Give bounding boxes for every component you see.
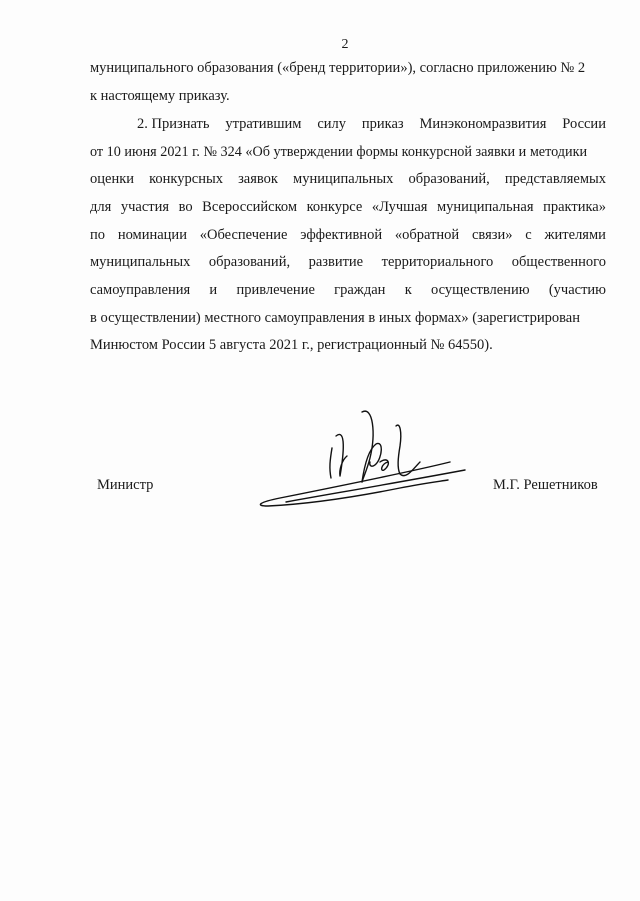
word: во xyxy=(178,199,193,215)
word: самоуправления xyxy=(90,282,191,298)
para2-line6 xyxy=(90,255,606,270)
word: к xyxy=(404,282,412,298)
para1-line2: к настоящему приказу. xyxy=(90,88,230,104)
word: «Лучшая xyxy=(371,199,428,215)
word: практика» xyxy=(543,199,606,215)
word: 2. Признать xyxy=(137,116,210,132)
word: «обратной xyxy=(394,227,460,243)
para2-line7 xyxy=(90,283,606,298)
para2-line4 xyxy=(90,200,606,215)
word: муниципальных xyxy=(90,254,191,270)
word: номинации xyxy=(117,227,187,243)
word: представляемых xyxy=(504,171,606,187)
word: конкурсе xyxy=(306,199,363,215)
word: эффективной xyxy=(300,227,383,243)
word: привлечение xyxy=(236,282,315,298)
word: Всероссийском xyxy=(202,199,298,215)
word: муниципальных xyxy=(293,171,394,187)
word: развитие xyxy=(308,254,364,270)
word: с xyxy=(525,227,532,243)
page-number: 2 xyxy=(341,37,349,52)
word: общественного xyxy=(511,254,606,270)
signatory-name: М.Г. Решетников xyxy=(493,477,598,493)
word: «Обеспечение xyxy=(199,227,288,243)
word: образований, xyxy=(208,254,291,270)
para1-line1: муниципального образования («бренд территории»), согласно приложению № 2 xyxy=(90,60,586,76)
word: для xyxy=(90,199,112,215)
word: и xyxy=(209,282,218,298)
para2-line8: в осуществлении) местного самоуправления в иных формах» (зарегистрирован xyxy=(90,310,580,326)
word: территориального xyxy=(381,254,494,270)
word: оценки xyxy=(90,171,135,187)
word: заявок xyxy=(238,171,278,187)
word: (участию xyxy=(548,282,606,298)
signatory-title: Министр xyxy=(97,477,154,493)
para2-line5 xyxy=(90,228,606,243)
word: конкурсных xyxy=(149,171,223,187)
word: по xyxy=(90,227,106,243)
word: Минэкономразвития xyxy=(419,116,547,132)
word: жителями xyxy=(544,227,606,243)
para2-line1 xyxy=(137,117,606,132)
word: силу xyxy=(317,116,347,132)
word: граждан xyxy=(334,282,386,298)
word: осуществлению xyxy=(431,282,530,298)
word: связи» xyxy=(471,227,513,243)
para2-line2: от 10 июня 2021 г. № 324 «Об утверждении формы конкурсной заявки и методики xyxy=(90,144,588,160)
para2-line9: Минюстом России 5 августа 2021 г., регистрационный № 64550). xyxy=(90,337,493,353)
word: муниципальная xyxy=(437,199,534,215)
para2-line3 xyxy=(90,172,606,187)
word: утратившим xyxy=(225,116,302,132)
word: участия xyxy=(120,199,170,215)
word: образований, xyxy=(408,171,490,187)
handwritten-signature xyxy=(250,398,480,513)
word: приказ xyxy=(361,116,404,132)
word: России xyxy=(562,116,606,132)
